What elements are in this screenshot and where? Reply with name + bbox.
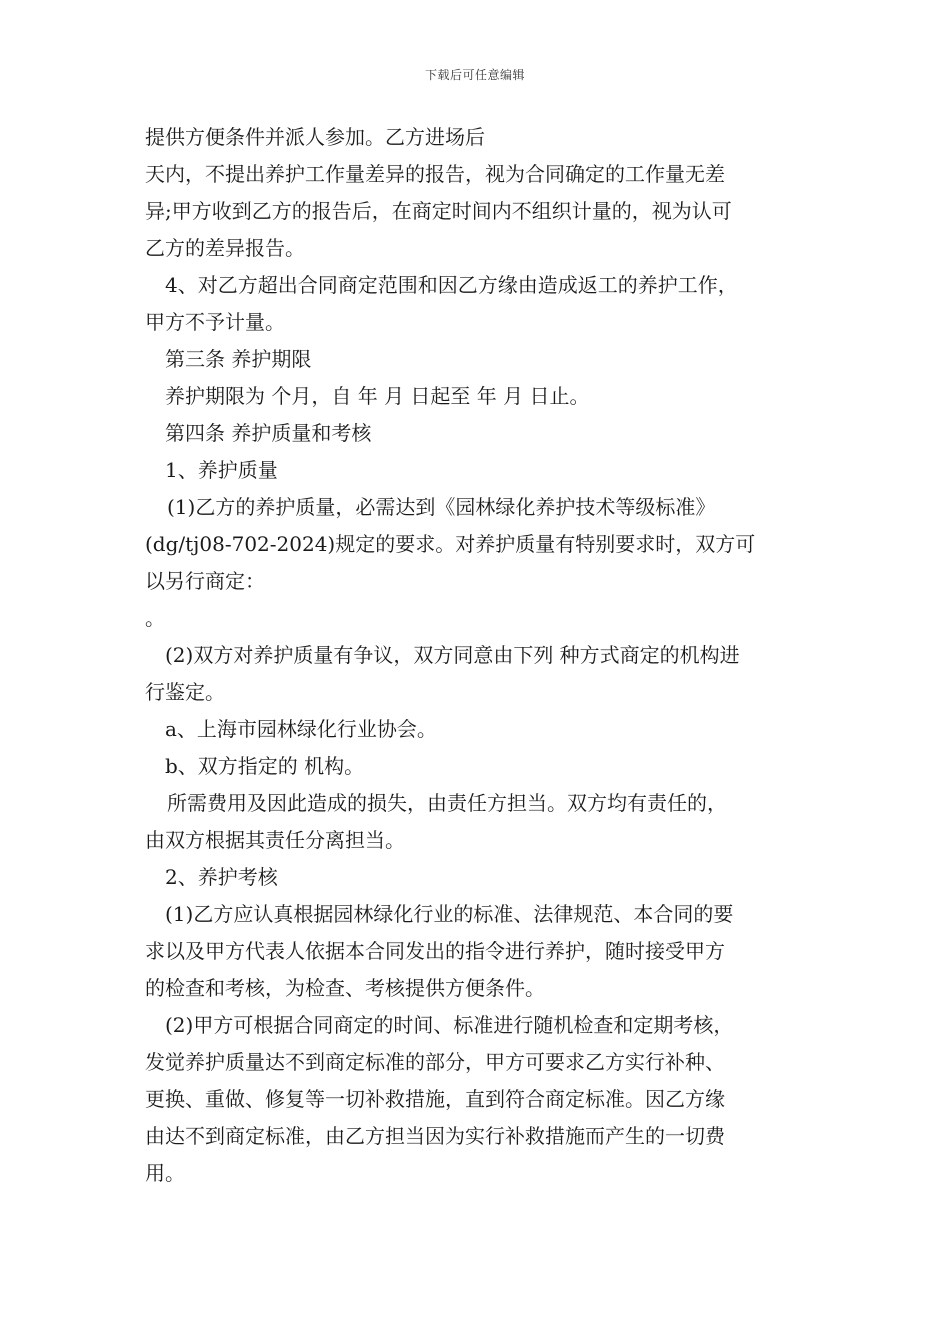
text-line: 求以及甲方代表人依据本合同发出的指令进行养护，随时接受甲方 [145, 939, 725, 963]
text-line: (2)甲方可根据合同商定的时间、标准进行随机检查和定期考核， [165, 1013, 734, 1037]
text-line: 提供方便条件并派人参加。乙方进场后 [145, 125, 485, 149]
text-line: 发觉养护质量达不到商定标准的部分，甲方可要求乙方实行补种、 [145, 1050, 725, 1074]
text-line: 4、对乙方超出合同商定范围和因乙方缘由造成返工的养护工作， [165, 273, 738, 297]
list-item: a、上海市园林绿化行业协会。 [165, 717, 437, 741]
subsection-heading: 2、养护考核 [165, 865, 278, 889]
document-body [145, 119, 810, 1192]
text-line: 的检查和考核，为检查、考核提供方便条件。 [145, 976, 545, 1000]
text-line: 乙方的差异报告。 [145, 236, 305, 260]
text-line: 用。 [145, 1161, 185, 1185]
text-line: 。 [145, 606, 165, 630]
list-item: b、双方指定的 机构。 [165, 754, 365, 778]
text-line: 由达不到商定标准，由乙方担当因为实行补救措施而产生的一切费 [145, 1124, 725, 1148]
text-line: (1)乙方应认真根据园林绿化行业的标准、法律规范、本合同的要 [165, 902, 734, 926]
text-line: 甲方不予计量。 [145, 310, 285, 334]
text-line: 行鉴定。 [145, 680, 225, 704]
text-line: 由双方根据其责任分离担当。 [145, 828, 405, 852]
section-heading: 第四条 养护质量和考核 [165, 421, 372, 445]
text-line: (1)乙方的养护质量，必需达到《园林绿化养护技术等级标准》 [167, 495, 716, 519]
text-line: 更换、重做、修复等一切补救措施，直到符合商定标准。因乙方缘 [145, 1087, 725, 1111]
text-line: 天内，不提出养护工作量差异的报告，视为合同确定的工作量无差 [145, 162, 725, 186]
page-header: 下载后可任意编辑 [424, 68, 525, 82]
subsection-heading: 1、养护质量 [165, 458, 278, 482]
text-line: 养护期限为 个月，自 年 月 日起至 年 月 日止。 [165, 384, 590, 408]
text-line: 所需费用及因此造成的损失，由责任方担当。双方均有责任的， [167, 791, 727, 815]
text-line: 异;甲方收到乙方的报告后，在商定时间内不组织计量的，视为认可 [145, 199, 732, 223]
section-heading: 第三条 养护期限 [165, 347, 312, 371]
text-line: (dg/tj08-702-2024)规定的要求。对养护质量有特别要求时，双方可 [145, 532, 756, 556]
text-line: (2)双方对养护质量有争议，双方同意由下列 种方式商定的机构进 [165, 643, 740, 667]
text-line: 以另行商定： [145, 569, 265, 593]
